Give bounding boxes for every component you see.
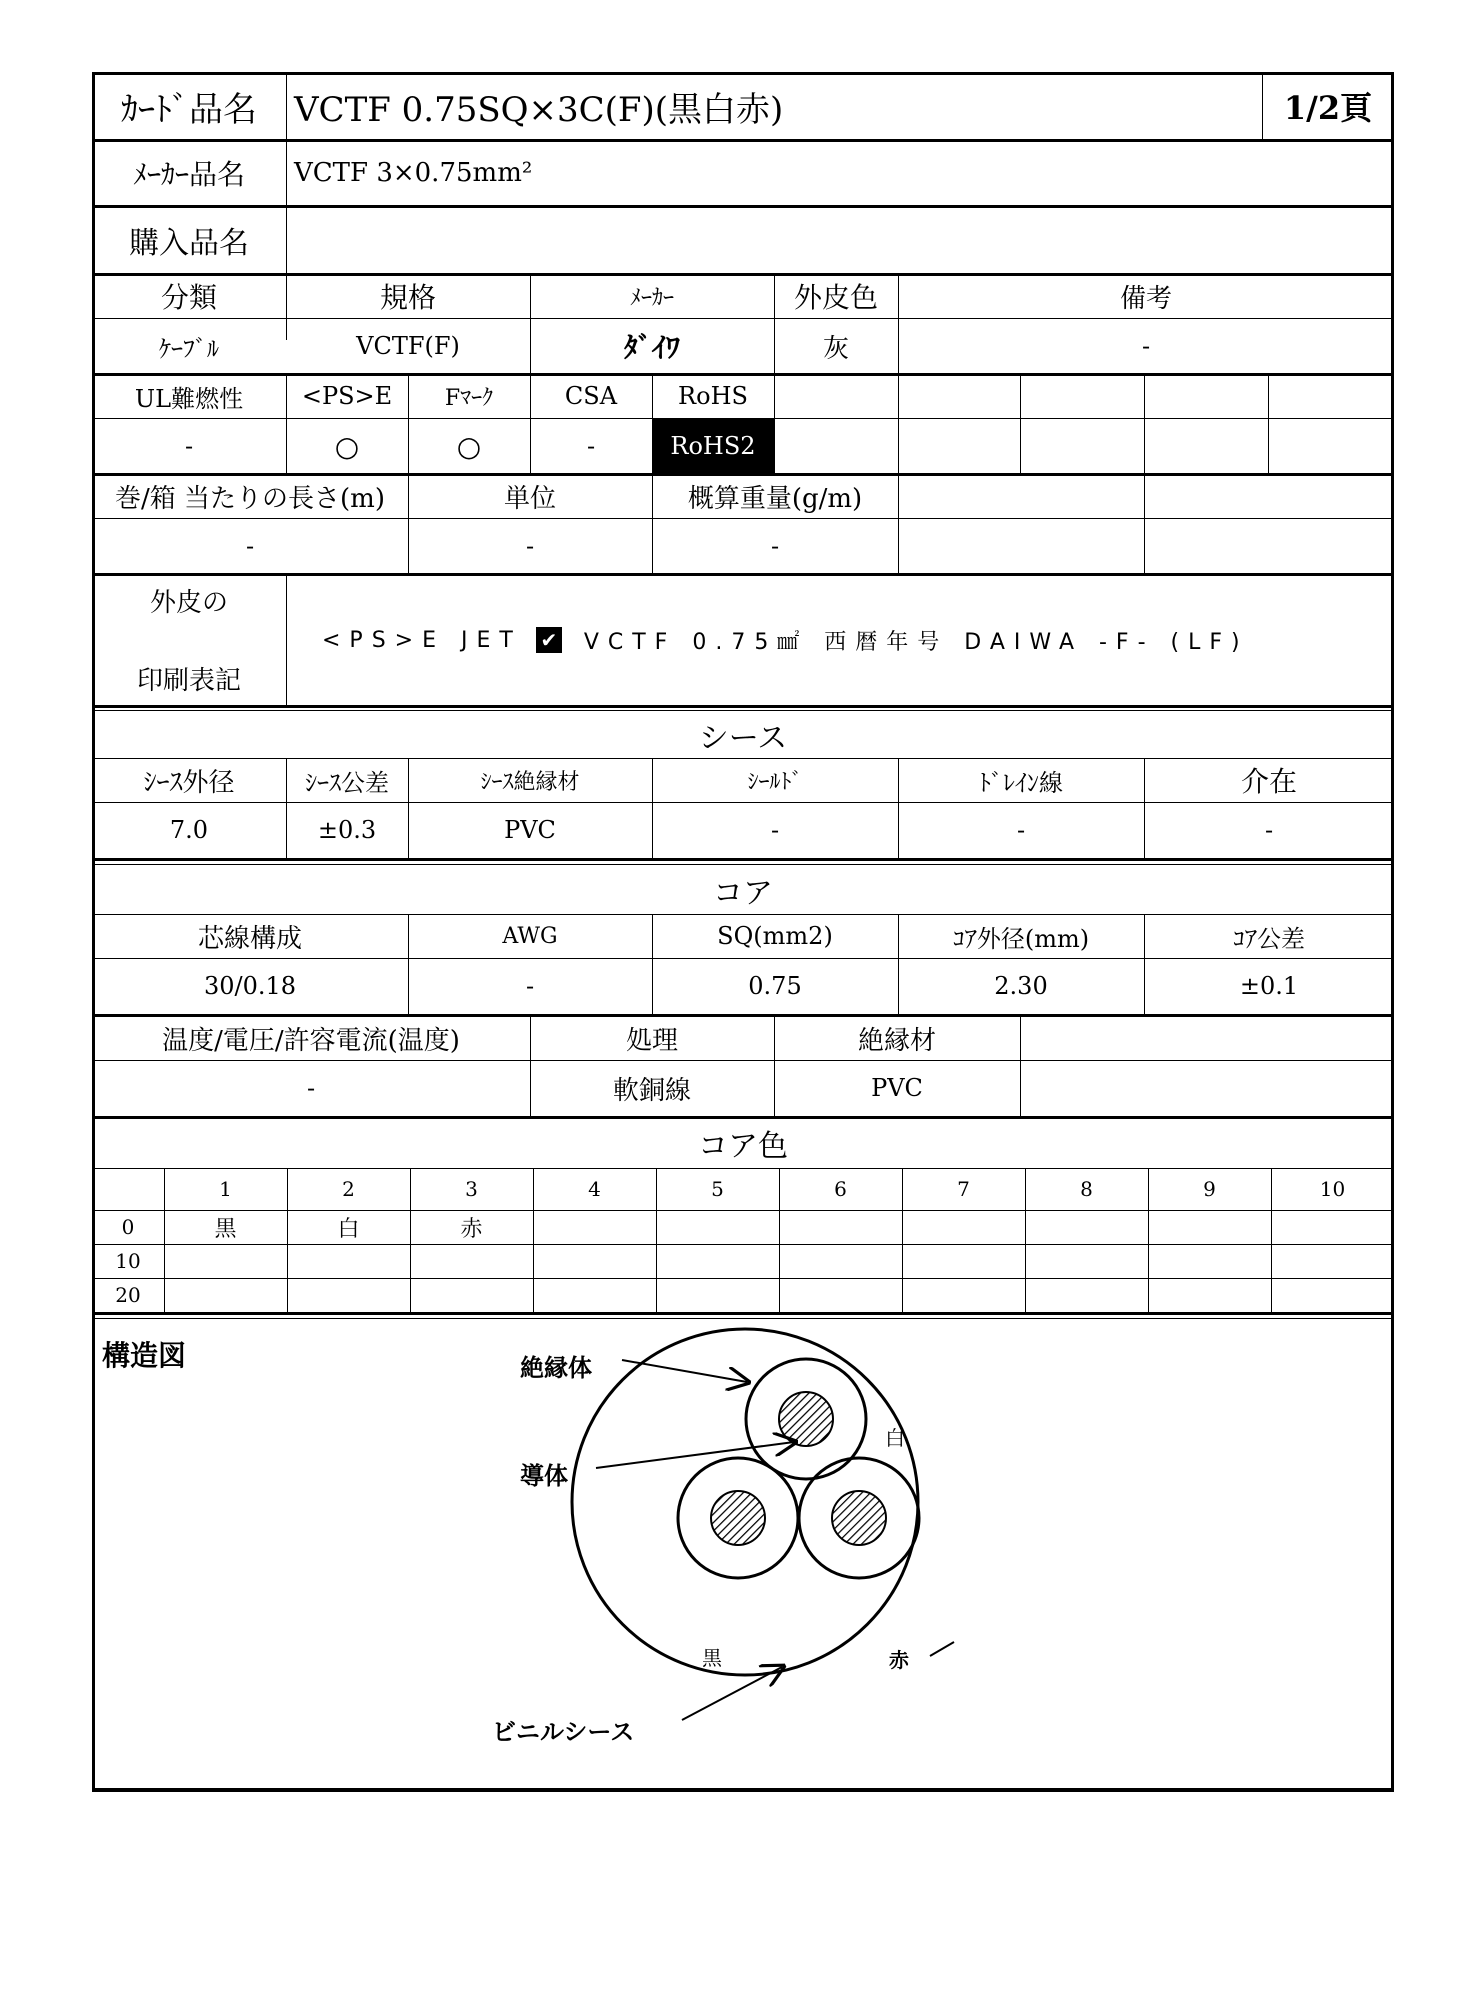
length-header-unit: 単位 — [503, 483, 556, 514]
core-header-row — [92, 914, 1394, 958]
core-color-col-header: 7 — [957, 1177, 970, 1201]
cert-value-csa: - — [586, 432, 596, 460]
spec-value-row — [92, 318, 1394, 374]
sheath-value-drain: - — [1016, 816, 1026, 844]
core-value-strand: 30/0.18 — [203, 972, 297, 1000]
divider — [408, 474, 409, 574]
core-color-cell — [1148, 1244, 1271, 1278]
sheath-header-shield: ｼｰﾙﾄﾞ — [747, 769, 803, 795]
core-color-cell — [1271, 1244, 1394, 1278]
printing-text-after: VCTF 0.75㎟ 西暦年号 DAIWA -F- (LF) — [583, 629, 1249, 655]
maker-name-value: VCTF 3×0.75mm² — [294, 158, 533, 188]
sheath-value-tolerance: ±0.3 — [317, 816, 377, 844]
core-value-awg: - — [525, 972, 535, 1000]
divider — [92, 710, 1394, 711]
page-number: 1/2頁 — [1283, 89, 1373, 127]
spec-value-standard: VCTF(F) — [356, 332, 460, 360]
divider — [408, 374, 409, 474]
purchase-name-value — [286, 206, 1394, 274]
cert-value-row — [92, 418, 1394, 474]
sheath-title: シース — [698, 721, 788, 756]
core-header-tolerance: ｺｱ公差 — [1233, 924, 1305, 953]
spec-sheet — [92, 72, 1394, 1792]
length-header-per-reel: 巻/箱 当たりの長さ(m) — [115, 483, 385, 514]
cert-header-csa: CSA — [564, 382, 618, 410]
core-color-cell: 黒 — [214, 1216, 237, 1242]
printing-row — [92, 574, 1394, 706]
spec-header-maker: ﾒｰｶｰ — [629, 285, 674, 311]
sheath-title-row — [92, 712, 1394, 758]
divider — [652, 758, 653, 858]
core-color-cell — [164, 1278, 287, 1312]
divider — [92, 1788, 1394, 1791]
core-color-cell — [1025, 1244, 1148, 1278]
core-color-col-header: 1 — [219, 1177, 232, 1201]
core-color-cell — [779, 1210, 902, 1244]
core-header-sq: SQ(mm2) — [717, 922, 833, 950]
divider — [774, 274, 775, 374]
cert-value-ul: - — [184, 432, 194, 460]
length-value-row — [92, 518, 1394, 574]
divider — [898, 274, 899, 374]
core-color-cell: 赤 — [460, 1216, 483, 1242]
core-value-outer-diameter: 2.30 — [994, 972, 1048, 1000]
core-header-awg: AWG — [502, 923, 558, 949]
core-color-col-header: 3 — [465, 1177, 478, 1201]
sheath-value-shield: - — [770, 816, 780, 844]
cert-value-pse: ○ — [334, 429, 360, 463]
divider — [408, 914, 409, 1014]
length-value-weight: - — [770, 532, 780, 560]
label-insulator: 絶縁体 — [520, 1354, 592, 1382]
core-color-col-header: 4 — [588, 1177, 601, 1201]
label-core-white: 白 — [885, 1426, 905, 1450]
divider — [898, 758, 899, 858]
sheath-value-row — [92, 802, 1394, 858]
divider — [408, 758, 409, 858]
sheath-header-insulation: ｼｰｽ絶縁材 — [480, 769, 580, 795]
cert-header-pse: <PS>E — [301, 382, 393, 410]
core-color-cell — [287, 1278, 410, 1312]
spec-value-maker: ﾀﾞｲﾜ — [623, 331, 680, 364]
divider — [92, 864, 1394, 865]
printing-text-before: <PS>E JET — [322, 627, 522, 653]
divider — [286, 574, 287, 706]
sheath-tick — [930, 1642, 954, 1656]
divider — [779, 1168, 780, 1312]
printing-text — [286, 574, 1394, 706]
spec-header-category: 分類 — [160, 281, 217, 314]
label-conductor: 導体 — [520, 1462, 568, 1490]
core-red-conductor — [832, 1491, 886, 1545]
sheath-header-tolerance: ｼｰｽ公差 — [305, 768, 389, 797]
core-white-conductor — [779, 1392, 833, 1446]
cable-cross-section-diagram — [92, 1320, 1394, 1790]
card-name-value: VCTF 0.75SQ×3C(F)(黒白赤) — [294, 89, 784, 130]
core-color-title-row — [92, 1118, 1394, 1168]
core-value-row-2 — [92, 1060, 1394, 1116]
maker-name-row — [92, 140, 1394, 206]
printing-label-line1: 外皮の — [149, 587, 228, 618]
divider — [656, 1168, 657, 1312]
core-black-conductor — [711, 1491, 765, 1545]
purchase-name-label: 購入品名 — [129, 226, 249, 261]
divider — [92, 1312, 1394, 1315]
length-value-per-reel: - — [245, 532, 255, 560]
printing-label-line2: 印刷表記 — [136, 665, 241, 696]
core-color-cell — [1025, 1210, 1148, 1244]
divider — [1262, 72, 1263, 140]
core-color-cell — [1271, 1278, 1394, 1312]
divider — [902, 1168, 903, 1312]
core-color-cell — [902, 1244, 1025, 1278]
card-name-row — [92, 72, 1394, 140]
spec-header-row — [92, 274, 1394, 318]
core-color-col-header: 2 — [342, 1177, 355, 1201]
divider — [1020, 374, 1021, 474]
divider — [1268, 374, 1269, 474]
core-header-outer-diameter: ｺｱ外径(mm) — [952, 924, 1090, 953]
spec-value-category: ｹｰﾌﾞﾙ — [159, 334, 219, 363]
core-title: コア — [713, 876, 773, 911]
core-color-col-header: 5 — [711, 1177, 724, 1201]
core-color-cell — [410, 1244, 533, 1278]
core-color-col-header: 9 — [1203, 1177, 1216, 1201]
core-color-cell — [656, 1278, 779, 1312]
spec-header-remarks: 備考 — [1119, 283, 1172, 314]
divider — [1271, 1168, 1272, 1312]
core-color-grid — [92, 1168, 1394, 1316]
purchase-name-row — [92, 206, 1394, 274]
length-value-unit: - — [525, 532, 535, 560]
divider — [898, 474, 899, 574]
sheath-header-drain: ﾄﾞﾚｲﾝ線 — [979, 768, 1063, 797]
core-color-cell — [779, 1244, 902, 1278]
divider — [530, 374, 531, 474]
core-color-cell — [1271, 1210, 1394, 1244]
core-color-cell — [287, 1244, 410, 1278]
core-color-title: コア色 — [698, 1129, 788, 1164]
core-header-row-2 — [92, 1016, 1394, 1060]
core-color-cell — [1148, 1278, 1271, 1312]
spec-value-remarks: - — [1141, 332, 1151, 360]
cert-header-ul: UL難燃性 — [134, 384, 244, 413]
divider — [1025, 1168, 1026, 1312]
cert-header-fmark: Fﾏｰｸ — [444, 385, 494, 411]
spec-value-sheath-color: 灰 — [822, 333, 849, 364]
label-core-red: 赤 — [889, 1648, 909, 1672]
divider — [286, 72, 287, 140]
core-value-tolerance: ±0.1 — [1239, 972, 1299, 1000]
sheath-header-filler: 介在 — [1240, 765, 1297, 798]
maker-name-label: ﾒｰｶｰ品名 — [132, 158, 245, 191]
core-color-cell — [902, 1210, 1025, 1244]
divider — [530, 1016, 531, 1116]
divider — [410, 1168, 411, 1312]
core-color-cell — [410, 1278, 533, 1312]
insulator-arrow — [622, 1360, 747, 1382]
core-value-temperature: - — [306, 1074, 316, 1102]
divider — [898, 914, 899, 1014]
divider — [287, 1168, 288, 1312]
core-color-row-label: 0 — [121, 1215, 135, 1239]
core-header-insulation: 絶縁材 — [857, 1025, 936, 1056]
spec-header-sheath-color: 外皮色 — [793, 281, 878, 314]
card-name-label: ｶｰﾄﾞ品名 — [121, 89, 257, 130]
divider — [898, 374, 899, 474]
core-header-temperature: 温度/電圧/許容電流(温度) — [162, 1025, 460, 1056]
core-value-treatment: 軟銅線 — [612, 1075, 691, 1106]
core-color-cell — [902, 1278, 1025, 1312]
sheath-value-filler: - — [1264, 816, 1274, 844]
length-header-weight: 概算重量(g/m) — [687, 483, 863, 514]
core-color-cell — [533, 1244, 656, 1278]
core-title-row — [92, 866, 1394, 914]
divider — [92, 1318, 1394, 1319]
core-color-cell — [656, 1210, 779, 1244]
divider — [1144, 758, 1145, 858]
core-header-treatment: 処理 — [625, 1025, 678, 1056]
divider — [530, 274, 531, 374]
core-color-cell — [533, 1278, 656, 1312]
core-color-col-header: 10 — [1319, 1177, 1346, 1201]
divider — [92, 858, 1394, 861]
core-color-cell — [779, 1278, 902, 1312]
sheath-header-row — [92, 758, 1394, 802]
divider — [652, 474, 653, 574]
checkbox-icon: ✔ — [536, 627, 562, 653]
spec-header-standard: 規格 — [379, 281, 436, 314]
core-color-row-label: 10 — [115, 1249, 141, 1273]
sheath-value-outer-diameter: 7.0 — [169, 816, 209, 844]
core-value-insulation: PVC — [871, 1074, 923, 1102]
cert-value-rohs-badge: RoHS2 — [652, 418, 774, 474]
core-color-cell — [656, 1244, 779, 1278]
length-header-row — [92, 474, 1394, 518]
structure-title: 構造図 — [102, 1339, 187, 1372]
divider — [1144, 474, 1145, 574]
core-color-col-header: 8 — [1080, 1177, 1093, 1201]
core-color-row-label: 20 — [115, 1283, 141, 1307]
divider — [774, 374, 775, 474]
divider — [652, 374, 653, 474]
divider — [286, 758, 287, 858]
label-vinyl-sheath: ビニルシース — [492, 1718, 635, 1746]
core-value-sq: 0.75 — [748, 972, 802, 1000]
cert-header-rohs: RoHS — [678, 382, 748, 410]
core-value-row — [92, 958, 1394, 1014]
label-core-black: 黒 — [702, 1646, 722, 1670]
core-color-cell — [1148, 1210, 1271, 1244]
core-header-strand: 芯線構成 — [197, 923, 302, 954]
divider — [1144, 374, 1145, 474]
core-color-cell: 白 — [337, 1216, 360, 1242]
divider — [1144, 914, 1145, 1014]
sheath-value-insulation: PVC — [504, 816, 556, 844]
core-color-cell — [533, 1210, 656, 1244]
cert-value-fmark: ○ — [456, 429, 482, 463]
divider — [1148, 1168, 1149, 1312]
core-color-cell — [1025, 1278, 1148, 1312]
sheath-header-outer-diameter: ｼｰｽ外径 — [143, 767, 235, 798]
divider — [533, 1168, 534, 1312]
divider — [286, 374, 287, 474]
divider — [1020, 1016, 1021, 1116]
divider — [92, 705, 1394, 708]
divider — [652, 914, 653, 1014]
divider — [164, 1168, 165, 1312]
cert-header-row — [92, 374, 1394, 418]
core-color-col-header: 6 — [834, 1177, 847, 1201]
core-color-cell — [164, 1244, 287, 1278]
divider — [774, 1016, 775, 1116]
